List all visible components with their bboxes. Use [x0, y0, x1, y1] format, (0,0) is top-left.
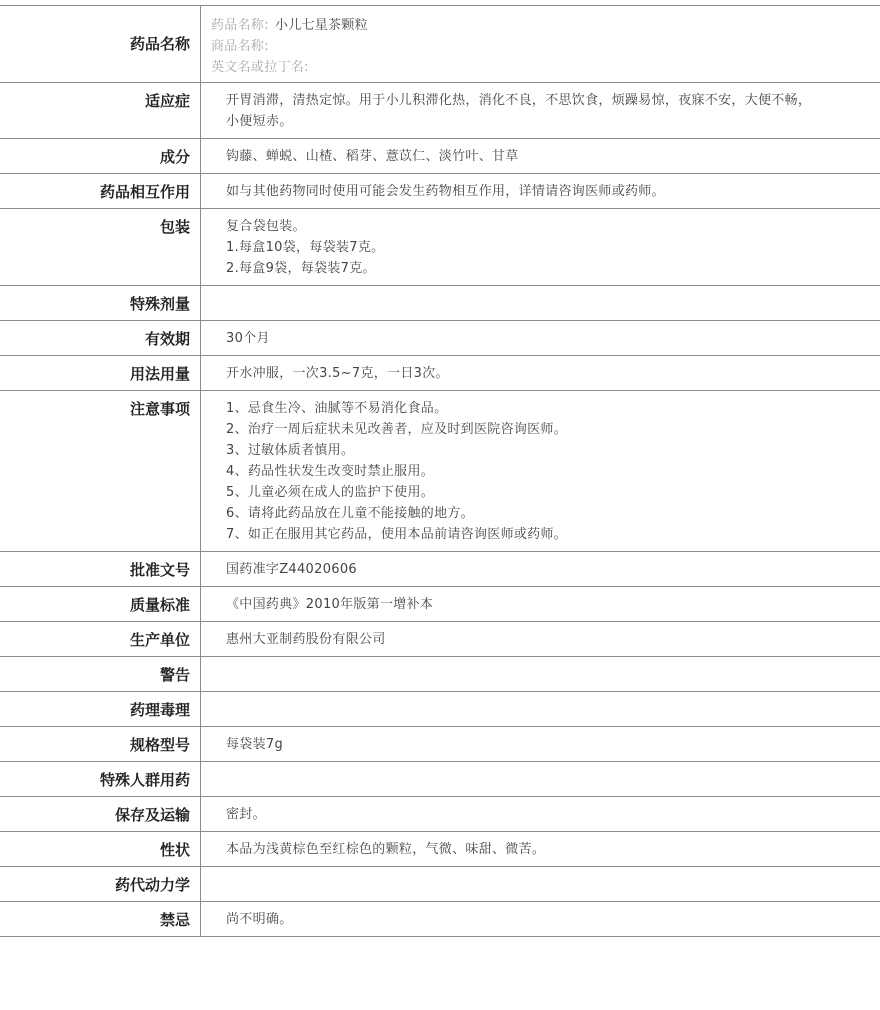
row-value — [201, 356, 880, 390]
value-line: 复合袋包装。 — [226, 219, 306, 234]
table-row — [0, 727, 880, 762]
row-value — [201, 762, 880, 796]
row-value — [201, 902, 880, 936]
value-line: 本品为浅黄棕色至红棕色的颗粒，气微、味甜、微苦。 — [226, 842, 546, 857]
table-row — [0, 356, 880, 391]
value-line: 如与其他药物同时使用可能会发生药物相互作用，详情请咨询医师或药师。 — [226, 184, 665, 199]
row-value — [201, 174, 880, 208]
trade-name-key: 商品名称: — [211, 39, 269, 54]
english-name-key: 英文名或拉丁名: — [211, 60, 309, 75]
row-label: 特殊剂量 — [0, 286, 201, 320]
trade-name-line — [211, 36, 820, 57]
english-name-line — [211, 57, 820, 78]
row-label: 成分 — [0, 139, 201, 173]
row-value — [201, 622, 880, 656]
table-row — [0, 657, 880, 692]
table-row — [0, 587, 880, 622]
row-value — [201, 321, 880, 355]
value-line: 30个月 — [226, 331, 270, 346]
row-value — [201, 391, 880, 551]
table-row — [0, 391, 880, 552]
value-line: 惠州大亚制药股份有限公司 — [226, 632, 386, 647]
table-row — [0, 83, 880, 139]
table-row — [0, 902, 880, 937]
row-label: 生产单位 — [0, 622, 201, 656]
generic-name-value: 小儿七星茶颗粒 — [274, 18, 368, 33]
drug-info-table — [0, 5, 880, 937]
table-row-drug-name — [0, 6, 880, 83]
table-row — [0, 286, 880, 321]
row-value — [201, 552, 880, 586]
table-row — [0, 209, 880, 286]
row-value — [201, 832, 880, 866]
row-value — [201, 139, 880, 173]
table-row — [0, 552, 880, 587]
value-line: 5、儿童必须在成人的监护下使用。 — [226, 485, 435, 500]
table-row — [0, 692, 880, 727]
table-body — [0, 83, 880, 937]
row-label: 批准文号 — [0, 552, 201, 586]
row-label: 药品名称 — [0, 6, 201, 82]
row-label: 药品相互作用 — [0, 174, 201, 208]
value-line: 开胃消滞，清热定惊。用于小儿积滞化热，消化不良，不思饮食，烦躁易惊，夜寐不安，大便不畅，小便短赤。 — [226, 93, 812, 129]
row-label: 注意事项 — [0, 391, 201, 551]
row-label: 药理毒理 — [0, 692, 201, 726]
value-line: 2.每盒9袋，每袋装7克。 — [226, 261, 376, 276]
row-value — [201, 657, 880, 691]
row-value — [201, 797, 880, 831]
value-line: 每袋装7g — [226, 737, 284, 752]
value-line: 2、治疗一周后症状未见改善者，应及时到医院咨询医师。 — [226, 422, 568, 437]
row-value — [201, 587, 880, 621]
table-row — [0, 832, 880, 867]
value-line: 开水冲服，一次3.5~7克，一日3次。 — [226, 366, 449, 381]
row-label: 警告 — [0, 657, 201, 691]
row-value — [201, 727, 880, 761]
value-line: 1.每盒10袋，每袋装7克。 — [226, 240, 385, 255]
row-label: 规格型号 — [0, 727, 201, 761]
value-line: 4、药品性状发生改变时禁止服用。 — [226, 464, 435, 479]
value-line: 6、请将此药品放在儿童不能接触的地方。 — [226, 506, 474, 521]
row-label: 特殊人群用药 — [0, 762, 201, 796]
table-row — [0, 622, 880, 657]
row-label: 保存及运输 — [0, 797, 201, 831]
row-label: 性状 — [0, 832, 201, 866]
row-label: 适应症 — [0, 83, 201, 138]
row-value — [201, 83, 880, 138]
generic-name-key: 药品名称: — [211, 18, 269, 33]
table-row — [0, 139, 880, 174]
row-label: 有效期 — [0, 321, 201, 355]
value-line: 尚不明确。 — [226, 912, 293, 927]
value-line: 钩藤、蝉蜕、山楂、稻芽、薏苡仁、淡竹叶、甘草 — [226, 149, 519, 164]
row-label: 质量标准 — [0, 587, 201, 621]
value-line: 《中国药典》2010年版第一增补本 — [226, 597, 434, 612]
table-row — [0, 867, 880, 902]
drug-name-cell — [201, 6, 880, 82]
row-label: 包装 — [0, 209, 201, 285]
value-line: 7、如正在服用其它药品，使用本品前请咨询医师或药师。 — [226, 527, 568, 542]
value-line: 国药准字Z44020606 — [226, 562, 357, 577]
table-row — [0, 321, 880, 356]
generic-name-line — [211, 15, 820, 36]
row-value — [201, 867, 880, 901]
row-value — [201, 286, 880, 320]
value-line: 3、过敏体质者慎用。 — [226, 443, 355, 458]
row-value — [201, 209, 880, 285]
table-row — [0, 174, 880, 209]
row-label: 药代动力学 — [0, 867, 201, 901]
value-line: 密封。 — [226, 807, 266, 822]
table-row — [0, 797, 880, 832]
row-value — [201, 692, 880, 726]
value-line: 1、忌食生冷、油腻等不易消化食品。 — [226, 401, 448, 416]
row-label: 禁忌 — [0, 902, 201, 936]
table-row — [0, 762, 880, 797]
row-label: 用法用量 — [0, 356, 201, 390]
